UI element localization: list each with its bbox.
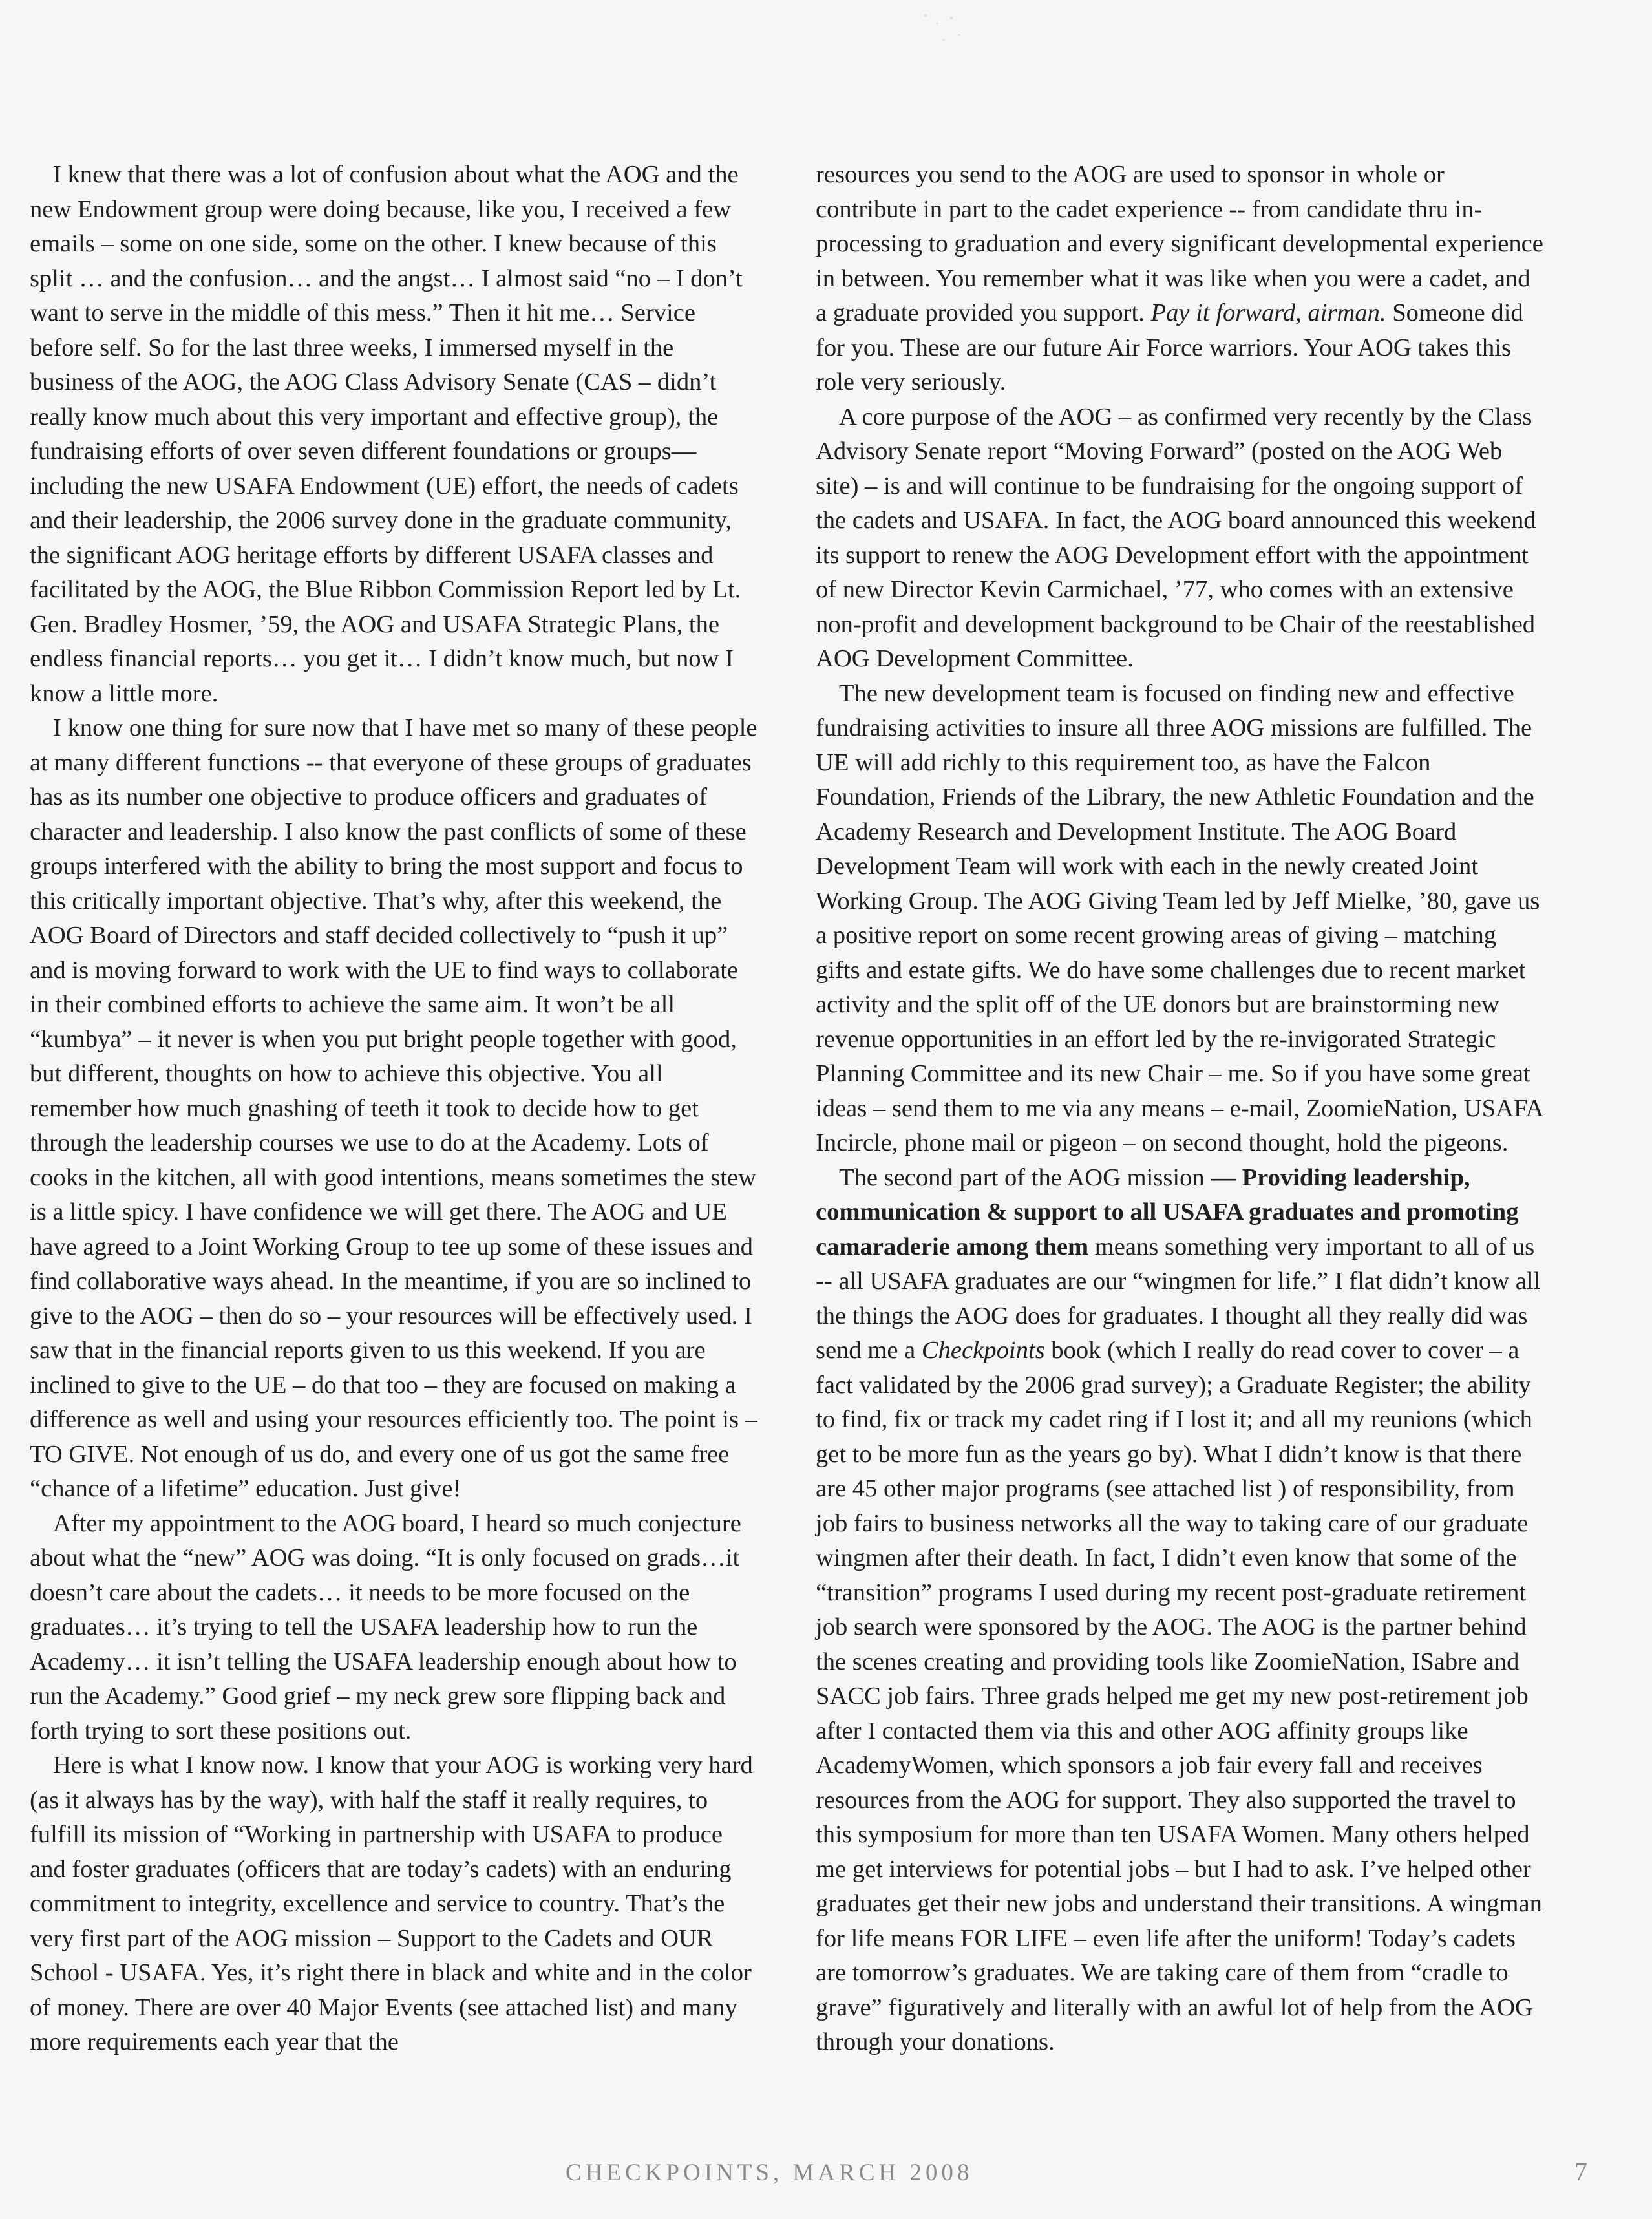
- left-column: [30, 158, 760, 2060]
- text-run: book (which I really do read cover to cover – a fact validated by the 2006 grad survey); a Graduate Register; the ability to find, fix or track my cadet ring if I lost it; and all my reunions (which get to be more fun as the years go by). What I didn’t know is that there are 45 other major programs (see attached list ) of responsibility, from job fairs to business networks all the way to taking care of our graduate wingmen after their death. In fact, I didn’t even know that some of the “transition” programs I used during my recent post-graduate retirement job search were sponsored by the AOG. The AOG is the partner behind the scenes creating and providing tools like ZoomieNation, ISabre and SACC job fairs. Three grads helped me get my new post-retirement job after I contacted them via this and other AOG affinity groups like AcademyWomen, which sponsors a job fair every fall and receives resources from the AOG for support. They also supported the travel to this symposium for more than ten USAFA Women. Many others helped me get interviews for potential jobs – but I had to ask. I’ve helped other graduates get their new jobs and understand their transitions. A wingman for life means FOR LIFE – even life after the uniform! Today’s cadets are tomorrow’s graduates. We are taking care of them from “cradle to grave” figuratively and literally with an awful lot of help from the AOG through your donations.: [816, 1337, 1542, 2055]
- paragraph: [30, 711, 760, 1507]
- text-run: resources you send to the AOG are used to sponsor in whole or contribute in part to the cadet experience -- from candidate thru in-processing to graduation and every significant developmental experience in between. You remember what it was like when you were a cadet, and a graduate provided you support.: [816, 161, 1543, 326]
- paragraph: [816, 400, 1546, 677]
- italic-text: Checkpoints: [921, 1337, 1045, 1364]
- text-run: I know one thing for sure now that I have met so many of these people at many different functions -- that everyone of these groups of graduates has as its number one objective to produce officers and graduates of character and leadership. I also know the past conflicts of some of these groups interfered with the ability to bring the most support and focus to this critically important objective. That’s why, after this weekend, the AOG Board of Directors and staff decided collectively to “push it up” and is moving forward to work with the UE to find ways to collaborate in their combined efforts to achieve the same aim. It won’t be all “kumbya” – it never is when you put bright people together with good, but different, thoughts on how to achieve this objective. You all remember how much gnashing of teeth it took to decide how to get through the leadership courses we use to do at the Academy. Lots of cooks in the kitchen, all with good intentions, means sometimes the stew is a little spicy. I have confidence we will get there. The AOG and UE have agreed to a Joint Working Group to tee up some of these issues and find collaborative ways ahead. In the meantime, if you are so inclined to give to the AOG – then do so – your resources will be effectively used. I saw that in the financial reports given to us this weekend. If you are inclined to give to the UE – do that too – they are focused on making a difference as well and using your resources efficiently too. The point is – TO GIVE. Not enough of us do, and every one of us got the same free “chance of a lifetime” education. Just give!: [30, 714, 757, 1502]
- text-run: A core purpose of the AOG – as confirmed very recently by the Class Advisory Senate report “Moving Forward” (posted on the AOG Web site) – is and will continue to be fundraising for the ongoing support of the cadets and USAFA. In fact, the AOG board announced this weekend its support to renew the AOG Development effort with the appointment of new Director Kevin Carmichael, ’77, who comes with an extensive non-profit and development background to be Chair of the reestablished AOG Development Committee.: [816, 403, 1536, 672]
- paragraph: [30, 1748, 760, 2060]
- text-run: means something very important to all of us -- all USAFA graduates are our “wingmen for life.” I flat didn’t know all the things the AOG does for graduates. I thought all they really did was send me a: [816, 1233, 1541, 1364]
- bold-text: — Providing leadership, communication & support to all USAFA graduates and promoting camaraderie among them: [816, 1163, 1519, 1260]
- italic-text: Pay it forward, airman.: [1150, 299, 1386, 326]
- paragraph: [30, 1507, 760, 1749]
- scan-artifact: [918, 9, 969, 48]
- text-run: The new development team is focused on finding new and effective fundraising activities to insure all three AOG missions are fulfilled. The UE will add richly to this requirement too, as have the Falcon Foundation, Friends of the Library, the new Athletic Foundation and the Academy Research and Development Institute. The AOG Board Development Team will work with each in the newly created Joint Working Group. The AOG Giving Team led by Jeff Mielke, ’80, gave us a positive report on some recent growing areas of giving – matching gifts and estate gifts. We do have some challenges due to recent market activity and the split off of the UE donors but are brainstorming new revenue opportunities in an effort led by the re-invigorated Strategic Planning Committee and its new Chair – me. So if you have some great ideas – send them to me via any means – e-mail, ZoomieNation, USAFA Incircle, phone mail or pigeon – on second thought, hold the pigeons.: [816, 679, 1543, 1156]
- paragraph: [816, 677, 1546, 1161]
- text-run: I knew that there was a lot of confusion about what the AOG and the new Endowment group were doing because, like you, I received a few emails – some on one side, some on the other. I knew because of this split … and the confusion… and the angst… I almost said “no – I don’t want to serve in the middle of this mess.” Then it hit me… Service before self. So for the last three weeks, I immersed myself in the business of the AOG, the AOG Class Advisory Senate (CAS – didn’t really know much about this very important and effective group), the fundraising efforts of over seven different foundations or groups—including the new USAFA Endowment (UE) effort, the needs of cadets and their leadership, the 2006 survey done in the graduate community, the significant AOG heritage efforts by different USAFA classes and facilitated by the AOG, the Blue Ribbon Commission Report led by Lt. Gen. Bradley Hosmer, ’59, the AOG and USAFA Strategic Plans, the endless financial reports… you get it… I didn’t know much, but now I know a little more.: [30, 161, 743, 707]
- paragraph: [816, 1161, 1546, 2060]
- text-run: Here is what I know now. I know that your AOG is working very hard (as it always has by the way), with half the staff it really requires, to fulfill its mission of “Working in partnership with USAFA to produce and foster graduates (officers that are today’s cadets) with an enduring commitment to integrity, excellence and service to country. That’s the very first part of the AOG mission – Support to the Cadets and OUR School - USAFA. Yes, it’s right there in black and white and in the color of money. There are over 40 Major Events (see attached list) and many more requirements each year that the: [30, 1752, 753, 2055]
- page-number: 7: [1574, 2157, 1587, 2186]
- paragraph-continuation: [816, 158, 1546, 400]
- text-run: After my appointment to the AOG board, I heard so much conjecture about what the “new” AOG was doing. “It is only focused on grads…it doesn’t care about the cadets… it needs to be more focused on the graduates… it’s trying to tell the USAFA leadership how to run the Academy… it isn’t telling the USAFA leadership enough about how to run the Academy.” Good grief – my neck grew sore flipping back and forth trying to sort these positions out.: [30, 1509, 741, 1745]
- paragraph: [30, 158, 760, 711]
- publication-footer: CHECKPOINTS, MARCH 2008: [566, 2160, 973, 2186]
- right-column: [816, 158, 1546, 2060]
- text-run: Someone did for you. These are our future Air Force warriors. Your AOG takes this role very seriously.: [816, 299, 1523, 396]
- text-run: The second part of the AOG mission: [839, 1163, 1211, 1191]
